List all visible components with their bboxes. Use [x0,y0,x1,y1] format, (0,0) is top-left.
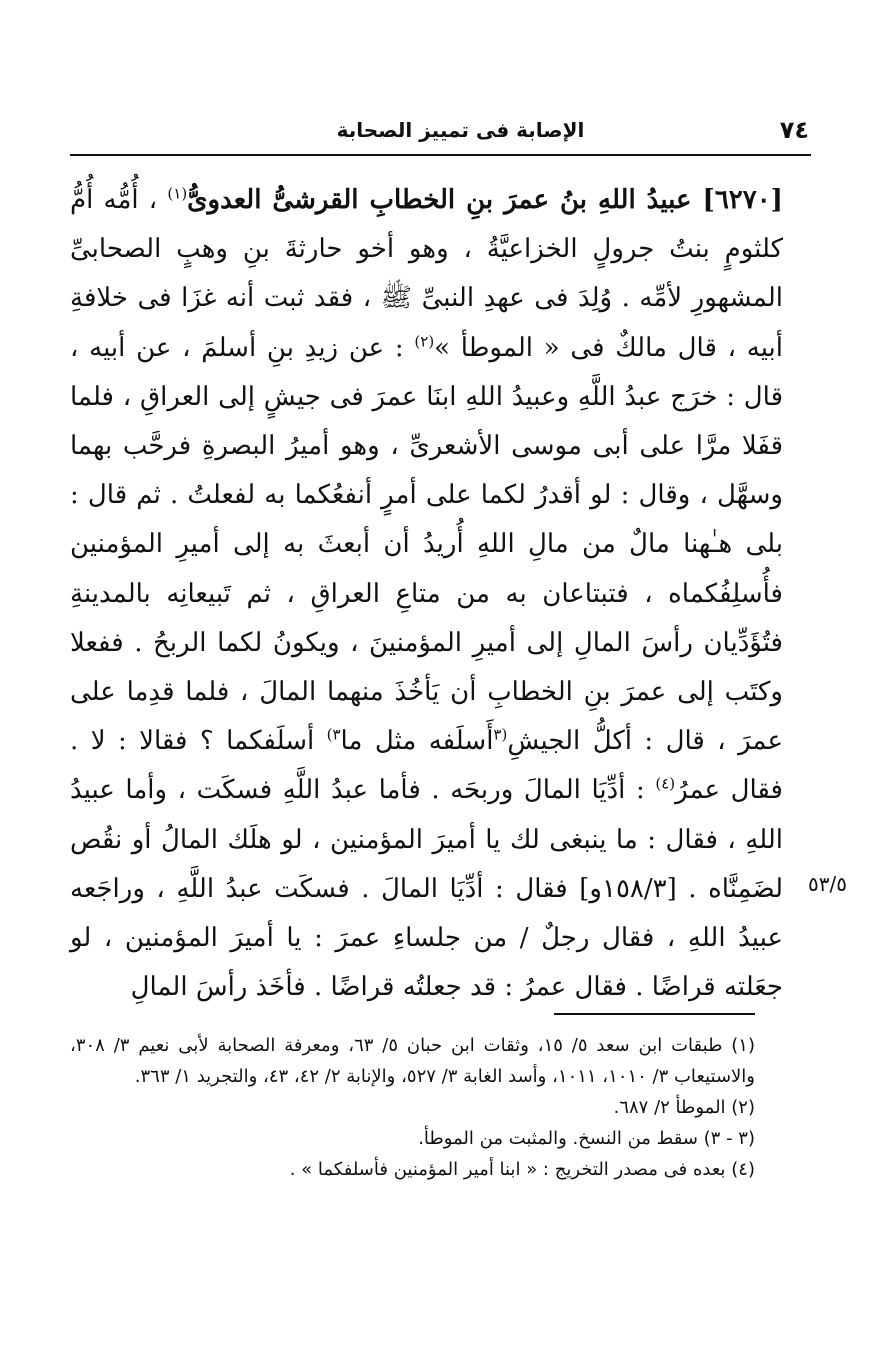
entry-body [70,176,783,1012]
footnote-ref-3-close: ٣) [326,725,341,744]
footnotes [70,1030,755,1185]
footnote-2: (٢) الموطأ ٢/ ٦٨٧. [613,1097,755,1118]
footnote-ref-4: (٤) [655,774,676,793]
footnote-ref-2: (٢) [414,331,435,350]
margin-reference: ٥٣/٥ [808,872,847,896]
page-number: ٧٤ [779,116,809,144]
entry-paragraph [70,176,783,1012]
footnote-ref-3-open: (٣ [493,725,508,744]
entry-text-1: ، أُمُّه أُمُّ كلثومٍ بنتُ جرولٍ الخزاعيَّةُ ، وهو أخو حارثةَ بنِ وهبٍ الصحابىِّ المشهورِ لأمِّه . وُلِدَ فى عهدِ النبىِّ ﷺ ، فقد ثبت أنه غزَا فى خلافةِ أبيه ، قال مالكٌ فى « الموطأ » [70,185,783,363]
entry-text-3: أَسلَفه مثل ما [340,726,494,757]
footnote-rule [554,1013,755,1015]
footnote-4: (٤) بعده فى مصدر التخريج : « ابنا أمير المؤمنين فأسلفكما » . [289,1159,755,1180]
running-title: الإصابة فى تمييز الصحابة [336,118,585,142]
footnote-1: (١) طبقات ابن سعد ٥/ ١٥، وثقات ابن حبان ٥/ ٦٣، ومعرفة الصحابة لأبى نعيم ٣/ ٣٠٨، والاستيعاب ٣/ ١٠١٠، ١٠١١، وأسد الغابة ٣/ ٥٢٧، والإنابة ٢/ ٤٢، ٤٣، والتجريد ١/ ٣٦٣. [70,1035,755,1087]
entry-text-5: : أدِّيَا المالَ وربحَه . فأما عبدُ اللَّهِ فسكَت ، وأما عبيدُ اللهِ ، فقال : ما ينبغى لك يا أميرَ المؤمنين ، لو هلَك المالُ أو نقُص لضَمِنَّاه . [١٥٨/٣و] فقال : أدِّيَا المالَ . فسكَت عبدُ اللَّهِ ، وراجَعه عبيدُ اللهِ ، فقال رجلٌ / من جلساءِ عمرَ : يا أميرَ المؤمنين ، لو جعَلته قراضًا . فقال عمرُ : قد جعلتُه قراضًا . فأخَذ رأسَ المالِ [70,775,783,1003]
page-header [72,112,809,152]
entry-head: [٦٢٧٠] عبيدُ اللهِ بنُ عمرَ بنِ الخطابِ القرشىُّ العدوىُّ [187,185,783,215]
entry-text-2: : عن زيدِ بنِ أسلمَ ، عن أبيه ، قال : خرَج عبدُ اللَّهِ وعبيدُ اللهِ ابنَا عمرَ فى جيشٍ إلى العراقِ ، فلما قفَلا مرَّا على أبى موسى الأشعرىِّ ، وهو أميرُ البصرةِ فرحَّب بهما وسهَّل ، وقال : لو أقدرُ لكما على أمرٍ أنفعُكما به لفعلتُ . ثم قال : بلى هـٰهنا مالٌ من مالِ اللهِ أُريدُ أن أبعثَ به إلى أميرِ المؤمنين فأُسلِفُكماه ، فتبتاعان به من متاعِ العراقِ ، ثم تَبيعانِه بالمدينةِ فتُؤَدِّيان رأسَ المالِ إلى أميرِ المؤمنينَ ، ويكونُ لكما الربحُ . ففعلا وكتَب إلى عمرَ بنِ الخطابِ أن يَأخُذَ منهما المالَ ، فلما قدِما على عمرَ ، قال : أكلُّ الجيشِ [70,332,783,757]
footnote-3: (٣ - ٣) سقط من النسخ. والمثبت من الموطأ. [418,1128,755,1149]
footnote-ref-1: (١) [167,184,188,203]
header-rule [70,154,811,156]
entry-text-4: أسلَفكما ؟ فقالا : لا . فقال عمرُ [70,726,783,806]
